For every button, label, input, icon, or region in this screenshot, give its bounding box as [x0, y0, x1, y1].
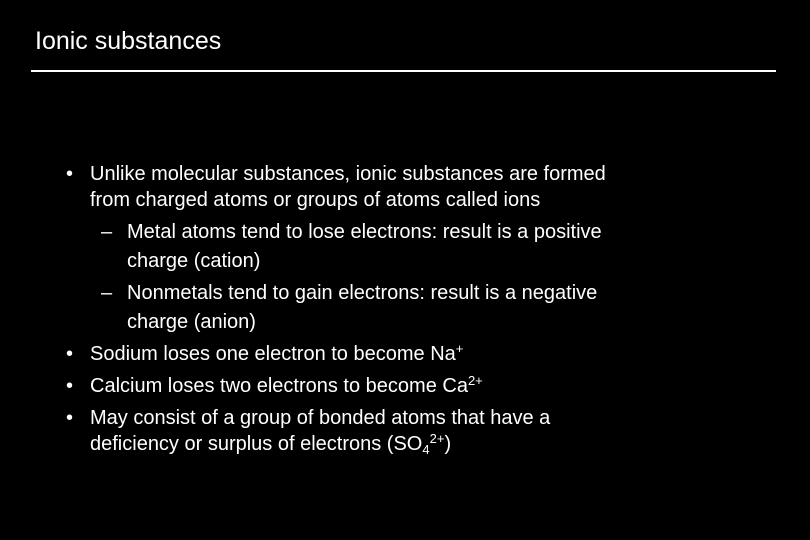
sub-bullet-text: Metal atoms tend to lose electrons: result is a positive: [127, 221, 602, 243]
slide-title: Ionic substances: [35, 27, 222, 55]
bullet-text-formula-line: [90, 428, 810, 460]
sub-bullet-text: Nonmetals tend to gain electrons: result is a negative: [127, 282, 598, 304]
bullet-text: deficiency or surplus of electrons (SO: [90, 433, 423, 455]
bullet-text: from charged atoms or groups of atoms called ions: [90, 189, 541, 211]
bullet-text: Unlike molecular substances, ionic substances are formed: [90, 163, 606, 185]
charge-superscript: 2+: [467, 373, 483, 388]
sub-bullet-item-cation: [0, 216, 810, 277]
bullet-text: May consist of a group of bonded atoms that have a: [90, 407, 551, 429]
sub-bullet-text: charge (anion): [127, 311, 256, 333]
bullet-marker: •: [66, 343, 74, 365]
bullet-item-sodium: [0, 338, 810, 370]
bullet-item-ionic-formation: [0, 158, 810, 216]
bullet-marker: •: [66, 375, 74, 397]
bullet-text: Calcium loses two electrons to become Ca: [90, 375, 468, 397]
charge-superscript: 2+: [429, 431, 445, 446]
formula-subscript: 4: [422, 442, 430, 457]
dash-marker: –: [101, 282, 113, 304]
bullet-list: [0, 158, 810, 460]
dash-marker: –: [101, 221, 113, 243]
bullet-item-calcium: [0, 370, 810, 402]
charge-superscript: +: [455, 341, 464, 356]
bullet-marker: •: [66, 163, 74, 185]
bullet-text: ): [444, 433, 452, 455]
bullet-marker: •: [66, 407, 74, 429]
bullet-text: Sodium loses one electron to become Na: [90, 343, 456, 365]
sub-bullet-text: charge (cation): [127, 250, 261, 272]
sub-bullet-item-anion: [0, 277, 810, 338]
bullet-item-polyatomic: [0, 402, 810, 460]
title-divider: [31, 70, 776, 72]
